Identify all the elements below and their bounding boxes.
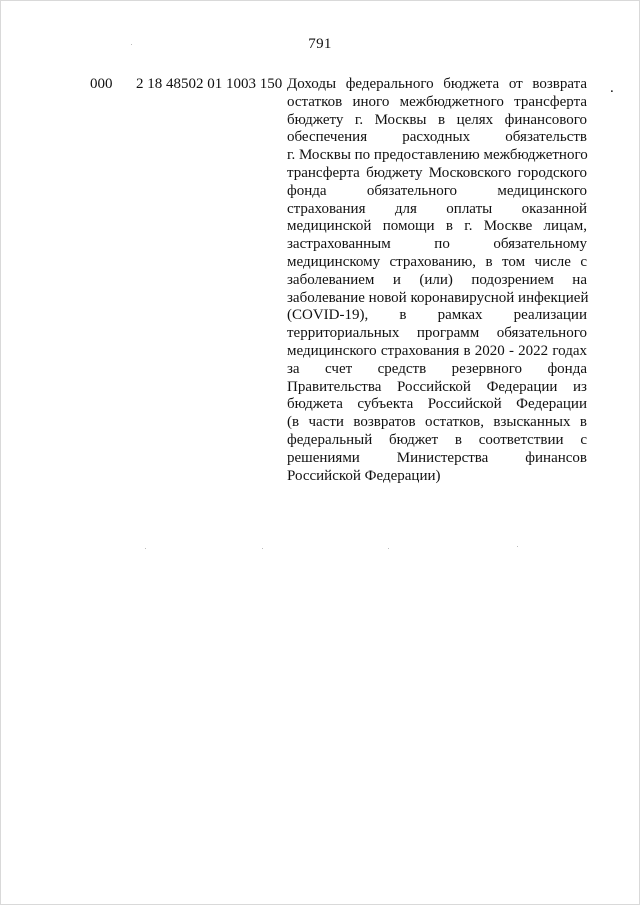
description-line: (COVID-19), в рамках реализации xyxy=(287,307,587,324)
description-line: страхования для оплаты оказанной xyxy=(287,200,587,217)
income-description xyxy=(287,76,587,485)
description-line: заболевание новой коронавирусной инфекцией xyxy=(287,289,589,306)
scan-speck xyxy=(517,546,518,547)
budget-classification-code: 2 18 48502 01 1003 150 xyxy=(136,76,283,92)
description-line: медицинского страхования в 2020 - 2022 годах xyxy=(287,342,587,359)
scan-speck xyxy=(262,548,263,549)
description-line: территориальных программ обязательного xyxy=(287,325,587,342)
description-line: застрахованным по обязательному xyxy=(287,236,587,253)
description-line: г. Москвы по предоставлению межбюджетного xyxy=(287,147,588,164)
scan-speck xyxy=(145,548,146,549)
description-line: фонда обязательного медицинского xyxy=(287,182,587,199)
description-line: заболеванием и (или) подозрением на xyxy=(287,271,587,288)
description-line: трансферта бюджету Московского городского xyxy=(287,164,587,181)
description-line: решениями Министерства финансов xyxy=(287,449,587,466)
description-line: медицинскому страхованию, в том числе с xyxy=(287,253,587,270)
description-line: за счет средств резервного фонда xyxy=(287,360,587,377)
scan-speck xyxy=(388,548,389,549)
trailing-mark: . xyxy=(610,80,614,96)
page-number: 791 xyxy=(308,36,332,52)
description-line: (в части возвратов остатков, взысканных в xyxy=(287,414,587,431)
description-line: Правительства Российской Федерации из xyxy=(287,378,587,395)
description-line: обеспечения расходных обязательств xyxy=(287,129,587,146)
description-line: Российской Федерации) xyxy=(287,467,441,484)
scan-speck xyxy=(131,44,132,45)
description-line: остатков иного межбюджетного трансферта xyxy=(287,93,587,110)
description-line: бюджету г. Москвы в целях финансового xyxy=(287,111,587,128)
description-line: медицинской помощи в г. Москве лицам, xyxy=(287,218,587,235)
description-line: бюджета субъекта Российской Федерации xyxy=(287,396,587,413)
description-line: Доходы федерального бюджета от возврата xyxy=(287,76,587,92)
admin-code: 000 xyxy=(90,76,113,92)
description-line: федеральный бюджет в соответствии с xyxy=(287,431,587,448)
